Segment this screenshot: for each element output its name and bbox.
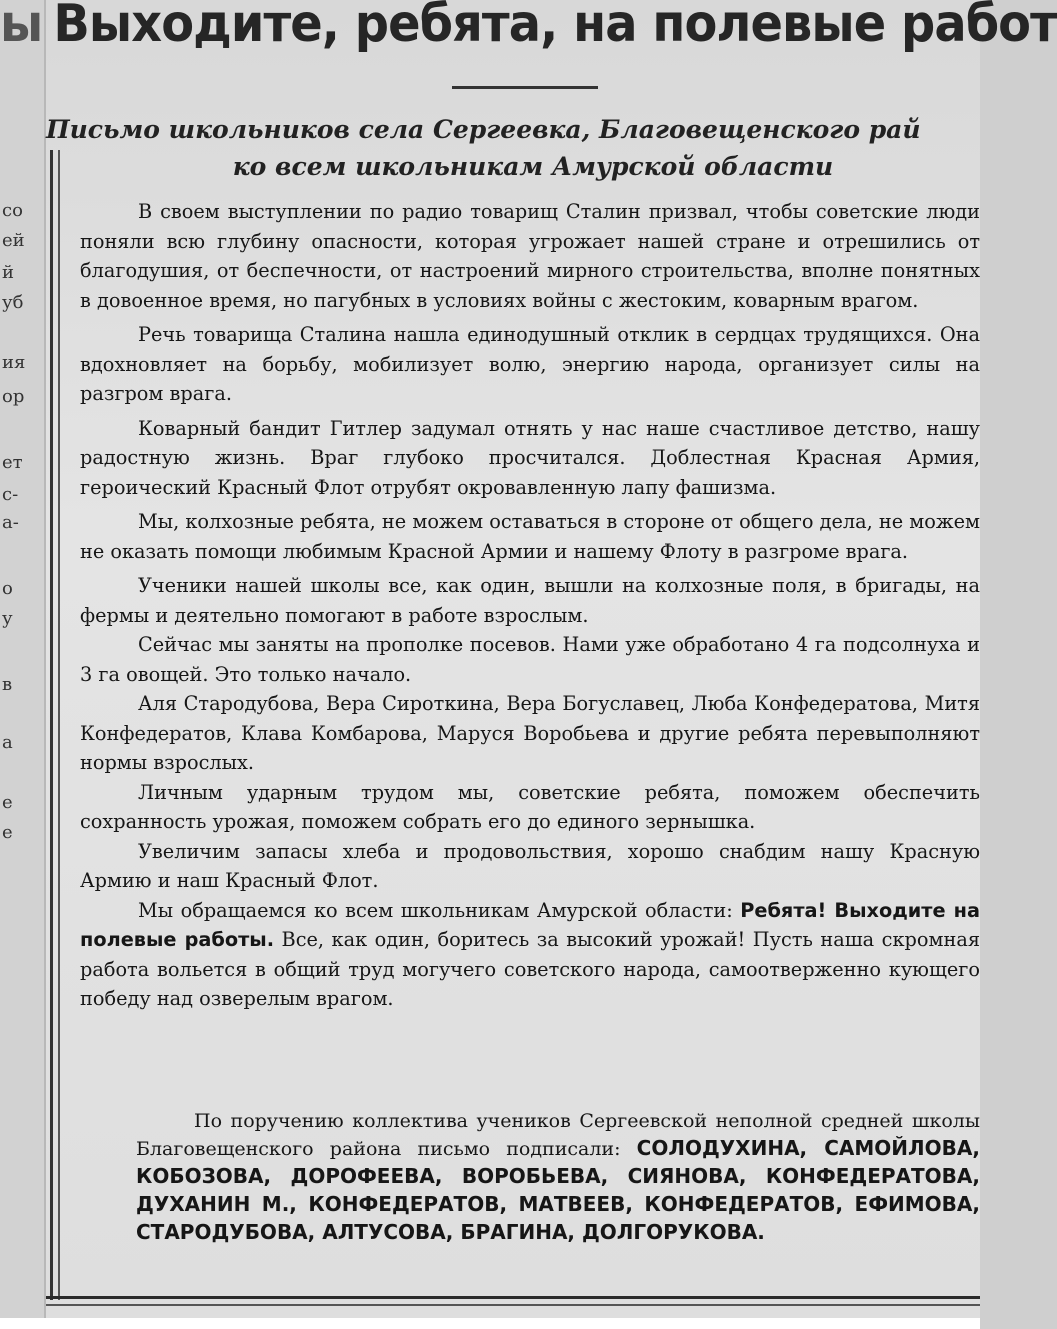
headline-title: Выходите, ребята, на полевые работ (53, 0, 1057, 54)
page-headline (0, 0, 1057, 64)
page-edge (0, 1318, 980, 1329)
signatures-block (136, 1108, 980, 1247)
fragment: у (2, 608, 13, 629)
paragraph: Мы, колхозные ребята, не можем оставаться в стороне от общего дела, не можем не оказать помощи любимым Красной Армии и нашему Флоту в разгроме врага. (80, 510, 981, 563)
article-body (80, 197, 980, 1014)
fragment: е (2, 792, 13, 813)
article-subtitle-line1: Письмо школьников села Сергеевка, Благовещенского рай (46, 115, 921, 144)
fragment: в (2, 674, 13, 695)
appeal-end: Все, как один, боритесь за высокий урожай! Пусть наша скромная работа вольется в общий труд могучего советского народа, самоотверженно кующего победу над озверелым врагом. (80, 928, 980, 1010)
fragment: а (2, 732, 13, 753)
fragment: а- (2, 512, 19, 533)
signatures-names: СОЛОДУХИНА, САМОЙЛОВА, КОБОЗОВА, ДОРОФЕЕВА, ВОРОБЬЕВА, СИЯНОВА, КОНФЕДЕРАТОВА, ДУХАНИН М., КОНФЕДЕРАТОВ, МАТВЕЕВ, КОНФЕДЕРАТОВ, ЕФИМОВА, СТАРОДУБОВА, АЛТУСОВА, БРАГИНА, ДОЛГОРУКОВА. (136, 1136, 980, 1244)
adjacent-column-fragment (0, 0, 46, 1329)
paragraph: В своем выступлении по радио товарищ Сталин призвал, чтобы советские люди поняли всю глубину опасности, которая угрожает нашей стране и отрешились от благодушия, от беспечности, от настроений мирного строительства, вполне понятных в довоенное время, но пагубных в условиях войны с жестоким, коварным врагом. (80, 200, 980, 312)
fragment: й (2, 262, 14, 283)
column-rule (58, 150, 60, 1300)
paragraph: Коварный бандит Гитлер задумал отнять у нас наше счастливое детство, нашу радостную жизнь. Враг глубоко просчитался. Доблестная Красная Армия, героический Красный Флот отрубят окровавленную лапу фашизма. (80, 416, 980, 499)
headline-divider (452, 86, 598, 89)
bottom-rule (46, 1296, 980, 1299)
fragment: ет (2, 452, 23, 473)
paragraph: Личным ударным трудом мы, советские ребята, поможем обеспечить сохранность урожая, поможем собрать его до единого зернышка. (80, 780, 980, 833)
fragment: со (2, 200, 23, 221)
fragment: ия (2, 352, 26, 373)
appeal-start: Мы обращаемся ко всем школьникам Амурской области: (138, 898, 733, 922)
bottom-rule (46, 1304, 980, 1306)
fragment: ей (2, 230, 25, 251)
fragment: о (2, 578, 13, 599)
fragment: ор (2, 386, 25, 407)
paragraph: Ученики нашей школы все, как один, вышли на колхозные поля, в бригады, на фермы и деятельно помогают в работе взрослым. (80, 574, 980, 627)
appeal-bold: Ребята! Выходите на полевые работы. (80, 898, 980, 951)
fragment: с- (2, 484, 19, 505)
appeal-paragraph (80, 896, 980, 1014)
signatures-intro: По поручению коллектива учеников Сергеевской неполной средней школы Благовещенского района письмо подписали: (136, 1110, 980, 1160)
signatures-paragraph (136, 1108, 980, 1247)
paragraph: Увеличим запасы хлеба и продовольствия, хорошо снабдим нашу Красную Армию и наш Красный Флот. (80, 839, 980, 892)
paragraph: Сейчас мы заняты на прополке посевов. Нами уже обработано 4 га подсолнуха и 3 га овощей. Это только начало. (80, 633, 980, 686)
article-subtitle-line2: ко всем школьникам Амурской области (232, 152, 834, 181)
paragraph: Речь товарища Сталина нашла единодушный отклик в сердцах трудящихся. Она вдохновляет на борьбу, мобилизует волю, энергию народа, организует силы на разгром врага. (80, 323, 980, 405)
fragment: е (2, 822, 13, 843)
paragraph: Аля Стародубова, Вера Сироткина, Вера Богуславец, Люба Конфедератова, Митя Конфедератов, Клава Комбарова, Маруся Воробьева и другие ребята перевыполняют нормы взрослых. (80, 692, 980, 774)
fragment: уб (2, 292, 24, 313)
headline-prefix: ы (0, 0, 43, 54)
column-rule (50, 150, 53, 1300)
